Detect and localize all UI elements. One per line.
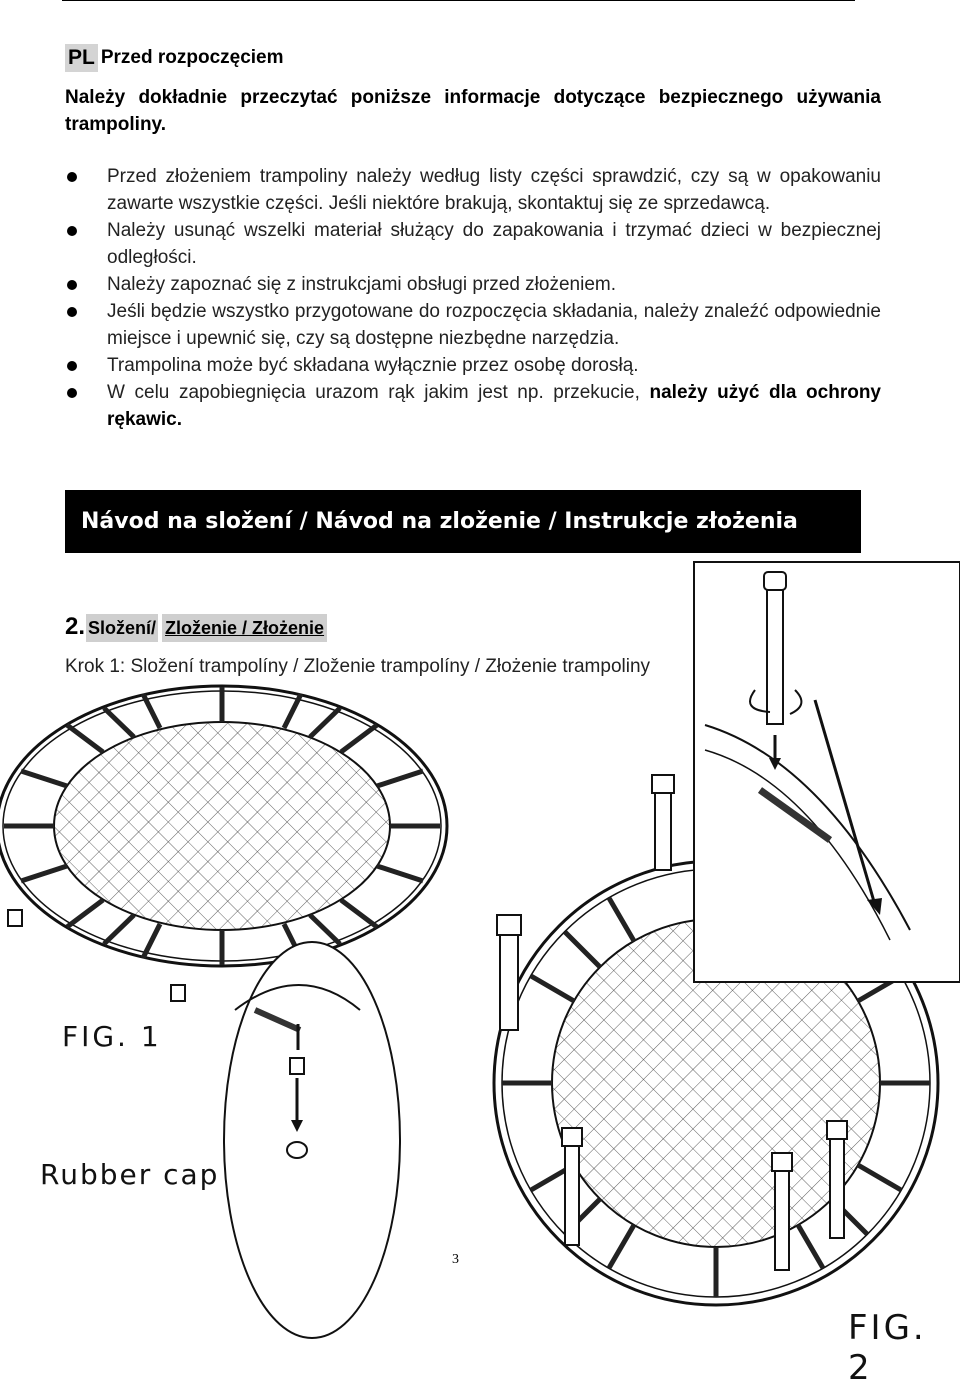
list-item: Należy zapoznać się z instrukcjami obsługi przed złożeniem. (65, 271, 881, 298)
bold-warning: należy użyć dla ochrony rękawic. (107, 382, 881, 430)
step-heading: Krok 1: Složení trampolíny / Zloženie trampolíny / Złożenie trampoliny (65, 656, 651, 677)
page-number: 3 (452, 1252, 459, 1267)
section-title: Przed rozpoczęciem (100, 47, 284, 68)
fig2-label: FIG. 2 (848, 1308, 927, 1388)
fig2-detail-inset (694, 562, 960, 982)
fig1-trampoline-drawing (0, 686, 447, 1001)
rubber-cap-label: Rubber cap (40, 1158, 220, 1191)
section-number: 2. (65, 613, 86, 640)
list-item: Jeśli będzie wszystko przygotowane do rozpoczęcia składania, należy znaleźć odpowiednie miejsce i upewnić się, czy są dostępne niezbędne narzędzia. (65, 298, 881, 352)
fig1-label: FIG. 1 (62, 1020, 162, 1053)
section-label-sk-pl: Zloženie / Złożenie (162, 614, 327, 642)
language-code: PL (65, 44, 98, 72)
list-item: Przed złożeniem trampoliny należy według listy części sprawdzić, czy są w opakowaniu zawarte wszystkie części. Jeśli niektóre brakują, skontaktuj się ze sprzedawcą. (65, 163, 881, 217)
list-item: Należy usunąć wszelki materiał służący do zapakowania i trzymać dzieci w bezpiecznej odległości. (65, 217, 881, 271)
list-item: Trampolina może być składana wyłącznie przez osobę dorosłą. (65, 352, 881, 379)
fig1-detail-inset (224, 942, 400, 1338)
list-item: W celu zapobiegnięcia urazom rąk jakim jest np. przekucie, należy użyć dla ochrony rękawic. (65, 379, 881, 433)
section-label-cz: Složení/ (86, 614, 158, 642)
instructions-banner: Návod na složení / Návod na zloženie / Instrukcje złożenia (65, 490, 861, 553)
intro-text: Należy dokładnie przeczytać poniższe informacje dotyczące bezpiecznego używania trampoliny. (65, 87, 881, 135)
